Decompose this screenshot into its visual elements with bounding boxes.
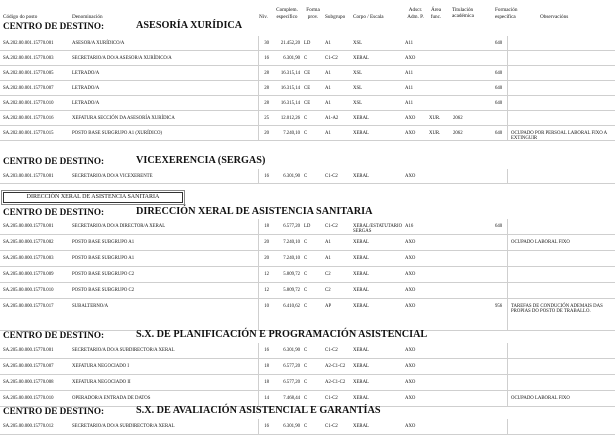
table-row xyxy=(0,235,615,251)
cell-code: SA.202.00.001.15770.016 xyxy=(3,116,54,121)
header-denominacion: Denominación xyxy=(72,14,103,20)
cell-forma: C xyxy=(304,131,308,136)
cell-subgrupo: C1-C2 xyxy=(325,224,338,229)
header-area-1: Área xyxy=(430,7,442,13)
header-forma-2: prov. xyxy=(307,14,319,20)
cell-nivel: 28 xyxy=(264,86,269,91)
cell-forma: C xyxy=(304,348,308,353)
header-complem-2: específico xyxy=(276,14,298,20)
header-nivel: Niv. xyxy=(259,14,268,20)
cell-subgrupo: A1 xyxy=(325,101,331,106)
cell-adscr: AXO xyxy=(405,116,416,121)
cell-complem: 6.301,90 xyxy=(283,174,300,179)
cell-adscr: AXO xyxy=(405,131,416,136)
cell-nivel: 16 xyxy=(264,174,269,179)
cell-code: SA.205.00.000.15770.017 xyxy=(3,304,54,309)
cell-adscr: AXO xyxy=(405,348,416,353)
cell-corpo: XSL xyxy=(353,101,363,106)
centro-destino-name: S.X. DE PLANIFICACIÓN E PROGRAMACIÓN ASISTENCIAL xyxy=(136,329,428,340)
cell-code: SA.202.00.001.15770.005 xyxy=(3,71,54,76)
cell-code: SA.205.00.000.15770.001 xyxy=(3,348,54,353)
cell-complem: 16.315,14 xyxy=(280,86,300,91)
cell-nivel: 20 xyxy=(264,240,269,245)
cell-complem: 7.468,44 xyxy=(283,396,300,401)
cell-code: SA.202.00.001.15770.007 xyxy=(3,86,54,91)
cell-forma: C xyxy=(304,288,308,293)
cell-nivel: 18 xyxy=(264,364,269,369)
cell-denominacion: XEFATURA NEGOCIADO I xyxy=(72,364,129,369)
cell-code: SA.202.00.001.15770.010 xyxy=(3,101,54,106)
cell-code: SA.205.00.000.15770.003 xyxy=(3,256,54,261)
cell-nivel: 16 xyxy=(264,348,269,353)
cell-complem: 6.577,20 xyxy=(283,380,300,385)
cell-code: SA.202.00.001.15770.003 xyxy=(3,56,54,61)
cell-subgrupo: A1 xyxy=(325,240,331,245)
header-formacion-1: Formación xyxy=(495,7,518,13)
cell-subgrupo: A1 xyxy=(325,71,331,76)
table-row xyxy=(0,169,615,184)
cell-subgrupo: A2-C1-C2 xyxy=(325,364,346,369)
header-forma-1: Forma xyxy=(306,7,320,13)
centro-destino-label: CENTRO DE DESTINO: xyxy=(3,207,105,217)
cell-denominacion: OPERADOR/A ENTRADA DE DATOS xyxy=(72,396,151,401)
cell-subgrupo: C1-C2 xyxy=(325,348,338,353)
cell-corpo: XERAL xyxy=(353,396,369,401)
cell-forma: LD xyxy=(304,224,311,229)
cell-titulacion: 2062 xyxy=(453,116,463,121)
cell-corpo: XERAL xyxy=(353,131,369,136)
cell-complem: 6.301,90 xyxy=(283,424,300,429)
cell-complem: 7.240,10 xyxy=(283,240,300,245)
table-row xyxy=(0,343,615,359)
cell-formacion: 956 xyxy=(495,304,503,309)
cell-subgrupo: A1 xyxy=(325,131,331,136)
cell-adscr: AXO xyxy=(405,396,416,401)
cell-corpo: XSL xyxy=(353,86,363,91)
cell-formacion: 640 xyxy=(495,101,503,106)
cell-subgrupo: A1 xyxy=(325,256,331,261)
cell-area: XUR. xyxy=(429,131,441,136)
cell-complem: 5.809,72 xyxy=(283,272,300,277)
table-row xyxy=(0,126,615,141)
cell-nivel: 14 xyxy=(264,396,269,401)
centro-destino-label: CENTRO DE DESTINO: xyxy=(3,330,105,340)
cell-subgrupo: A1 xyxy=(325,86,331,91)
cell-adscr: AXO xyxy=(405,364,416,369)
cell-titulacion: 2062 xyxy=(453,131,463,136)
cell-forma: C xyxy=(304,304,308,309)
header-area-2: func. xyxy=(430,14,442,20)
table-row xyxy=(0,283,615,299)
cell-code: SA.205.00.000.15770.010 xyxy=(3,288,54,293)
cell-nivel: 18 xyxy=(264,224,269,229)
cell-forma: CE xyxy=(304,101,311,106)
cell-complem: 6.577,20 xyxy=(283,364,300,369)
table-row xyxy=(0,81,615,96)
cell-complem: 7.240,10 xyxy=(283,256,300,261)
cell-nivel: 25 xyxy=(264,116,269,121)
section-header xyxy=(0,404,615,418)
cell-subgrupo: C1-C2 xyxy=(325,396,338,401)
section-banner: DIRECCIÓN XERAL DE ASISTENCIA SANITARIA xyxy=(3,192,183,203)
cell-formacion: 640 xyxy=(495,131,503,136)
cell-complem: 16.315,14 xyxy=(280,71,300,76)
cell-forma: CE xyxy=(304,71,311,76)
cell-denominacion: POSTO BASE SUBGRUPO A1 xyxy=(72,240,135,245)
centro-destino-name: S.X. DE AVALIACIÓN ASISTENCIAL E GARANTÍAS xyxy=(136,405,381,416)
cell-denominacion: SECRETARIO/A DO/A SUBDIRECTOR/A XERAL xyxy=(72,348,175,353)
header-codigo: Código do posto xyxy=(3,14,38,20)
cell-subgrupo: A1 xyxy=(325,41,331,46)
header-formacion-2: específica xyxy=(495,14,516,20)
centro-destino-label: CENTRO DE DESTINO: xyxy=(3,406,105,416)
cell-corpo: XERAL xyxy=(353,380,369,385)
cell-corpo: XERAL xyxy=(353,364,369,369)
cell-observacions: OCUPADO LABORAL FIXO xyxy=(511,396,570,401)
cell-nivel: 16 xyxy=(264,56,269,61)
table-row xyxy=(0,51,615,66)
cell-code: SA.205.00.000.15770.001 xyxy=(3,224,54,229)
cell-forma: C xyxy=(304,256,308,261)
cell-complem: 5.809,72 xyxy=(283,288,300,293)
cell-complem: 21.452,20 xyxy=(280,41,300,46)
cell-denominacion: SECRETARIO/A DO/A ASESOR/A XURÍDICO/A xyxy=(72,56,172,61)
cell-denominacion: XEFATURA NEGOCIADO II xyxy=(72,380,131,385)
cell-forma: C xyxy=(304,174,308,179)
cell-formacion: 640 xyxy=(495,41,503,46)
cell-subgrupo: A2-C1-C2 xyxy=(325,380,346,385)
table-row xyxy=(0,267,615,283)
cell-denominacion: XEFATURA SECCIÓN DA ASESORÍA XURÍDICA xyxy=(72,116,175,121)
cell-complem: 6.301,90 xyxy=(283,348,300,353)
table-row xyxy=(0,375,615,391)
centro-destino-name: ASESORÍA XURÍDICA xyxy=(136,20,243,31)
table-row xyxy=(0,66,615,81)
cell-formacion: 640 xyxy=(495,224,503,229)
cell-corpo: XSL xyxy=(353,41,363,46)
table-row xyxy=(0,251,615,267)
cell-code: SA.205.00.000.15770.012 xyxy=(3,424,54,429)
table-row xyxy=(0,36,615,51)
cell-forma: LD xyxy=(304,41,311,46)
table-row xyxy=(0,359,615,375)
cell-adscr: AXO xyxy=(405,304,416,309)
cell-denominacion: SECRETARIO/A DO/A DIRECTOR/A XERAL xyxy=(72,224,166,229)
table-row xyxy=(0,111,615,126)
cell-subgrupo: C2 xyxy=(325,272,331,277)
cell-corpo: XERAL xyxy=(353,272,369,277)
header-adscr-2: Adm. P. xyxy=(407,14,424,20)
header-corpo: Corpo / Escala xyxy=(353,14,384,20)
cell-code: SA.205.00.000.15770.010 xyxy=(3,396,54,401)
cell-denominacion: LETRADO/A xyxy=(72,101,100,106)
cell-denominacion: LETRADO/A xyxy=(72,86,100,91)
cell-complem: 7.240,10 xyxy=(283,131,300,136)
cell-denominacion: POSTO BASE SUBGRUPO C2 xyxy=(72,288,135,293)
cell-adscr: A11 xyxy=(405,86,414,91)
cell-adscr: AXO xyxy=(405,56,416,61)
cell-corpo: XERAL xyxy=(353,304,369,309)
cell-nivel: 12 xyxy=(264,272,269,277)
cell-subgrupo: C1-C2 xyxy=(325,56,338,61)
cell-code: SA.202.00.001.15770.015 xyxy=(3,131,54,136)
cell-forma: C xyxy=(304,364,308,369)
cell-nivel: 28 xyxy=(264,101,269,106)
cell-corpo: XERAL xyxy=(353,116,369,121)
cell-nivel: 28 xyxy=(264,71,269,76)
cell-observacions: TAREFAS DE CONDUCIÓN ADEMAIS DAS PROPIAS DO POSTO DE TRABALLO. xyxy=(511,304,603,315)
cell-nivel: 20 xyxy=(264,256,269,261)
cell-complem: 6.577,20 xyxy=(283,224,300,229)
cell-corpo: XERAL xyxy=(353,288,369,293)
cell-corpo: XERAL xyxy=(353,56,369,61)
cell-nivel: 10 xyxy=(264,304,269,309)
centro-destino-name: DIRECCIÓN XERAL DE ASISTENCIA SANITARIA xyxy=(136,206,373,217)
section-header xyxy=(0,154,615,168)
cell-nivel: 16 xyxy=(264,424,269,429)
header-subgrupo: Subgrupo xyxy=(325,14,346,20)
cell-corpo: XERAL/ESTATUTARIO SERGAS xyxy=(353,224,403,235)
cell-subgrupo: A1-A2 xyxy=(325,116,339,121)
cell-adscr: AXO xyxy=(405,272,416,277)
cell-adscr: AXO xyxy=(405,380,416,385)
cell-nivel: 20 xyxy=(264,131,269,136)
cell-forma: C xyxy=(304,116,308,121)
table-row xyxy=(0,96,615,111)
cell-denominacion: SUBALTERNO/A xyxy=(72,304,109,309)
cell-denominacion: POSTO BASE SUBGRUPO A1 xyxy=(72,256,135,261)
header-observacions: Observacións xyxy=(540,14,569,20)
cell-corpo: XERAL xyxy=(353,240,369,245)
cell-complem: 16.315,14 xyxy=(280,101,300,106)
cell-adscr: AXO xyxy=(405,424,416,429)
cell-code: SA.205.00.000.15770.007 xyxy=(3,364,54,369)
header-complem-1: Complem. xyxy=(276,7,298,13)
table-row xyxy=(0,419,615,435)
cell-denominacion: SECRETARIO/A DO/A VICEXERENTE xyxy=(72,174,153,179)
cell-denominacion: SECRETARIO/A DO/A SUBDIRECTOR/A XERAL xyxy=(72,424,175,429)
cell-nivel: 12 xyxy=(264,288,269,293)
cell-denominacion: ASESOR/A XURÍDICO/A xyxy=(72,41,125,46)
cell-denominacion: LETRADO/A xyxy=(72,71,100,76)
cell-code: SA.205.00.000.15770.008 xyxy=(3,380,54,385)
cell-complem: 12.012,26 xyxy=(280,116,300,121)
centro-destino-label: CENTRO DE DESTINO: xyxy=(3,21,105,31)
cell-subgrupo: C2 xyxy=(325,288,331,293)
cell-subgrupo: AP xyxy=(325,304,332,309)
cell-adscr: AXO xyxy=(405,240,416,245)
cell-corpo: XERAL xyxy=(353,348,369,353)
cell-denominacion: POSTO BASE SUBGRUPO A1 (XURÍDICO) xyxy=(72,131,162,136)
table-row xyxy=(0,299,615,331)
cell-subgrupo: C1-C2 xyxy=(325,424,338,429)
section-header xyxy=(0,19,615,33)
cell-formacion: 640 xyxy=(495,86,503,91)
cell-forma: C xyxy=(304,56,308,61)
cell-formacion: 640 xyxy=(495,71,503,76)
cell-code: SA.202.00.001.15770.001 xyxy=(3,41,54,46)
cell-forma: C xyxy=(304,380,308,385)
section-header xyxy=(0,328,615,342)
cell-adscr: A11 xyxy=(405,101,414,106)
table-row xyxy=(0,219,615,235)
cell-denominacion: POSTO BASE SUBGRUPO C2 xyxy=(72,272,135,277)
cell-observacions: OCUPADO LABORAL FIXO xyxy=(511,240,570,245)
cell-complem: 6.301,90 xyxy=(283,56,300,61)
cell-forma: C xyxy=(304,240,308,245)
centro-destino-label: CENTRO DE DESTINO: xyxy=(3,156,105,166)
cell-adscr: A11 xyxy=(405,71,414,76)
cell-area: XUR. xyxy=(429,116,441,121)
cell-complem: 6.410,62 xyxy=(283,304,300,309)
cell-forma: C xyxy=(304,272,308,277)
cell-corpo: XERAL xyxy=(353,424,369,429)
cell-corpo: XSL xyxy=(353,71,363,76)
cell-forma: C xyxy=(304,424,308,429)
cell-forma: CE xyxy=(304,86,311,91)
cell-adscr: A16 xyxy=(405,224,414,229)
cell-adscr: AXO xyxy=(405,256,416,261)
cell-code: SA.203.00.001.15770.001 xyxy=(3,174,54,179)
centro-destino-name: VICEXERENCIA (SERGAS) xyxy=(136,155,266,166)
header-titulacion: Titulación académica xyxy=(452,7,474,19)
cell-observacions: OCUPADO POR PERSOAL LABORAL FIXO A EXTINGUIR xyxy=(511,131,607,142)
section-header xyxy=(0,205,615,219)
cell-corpo: XERAL xyxy=(353,256,369,261)
cell-corpo: XERAL xyxy=(353,174,369,179)
cell-nivel: 18 xyxy=(264,380,269,385)
cell-adscr: A11 xyxy=(405,41,414,46)
cell-code: SA.205.00.000.15770.002 xyxy=(3,240,54,245)
cell-subgrupo: C1-C2 xyxy=(325,174,338,179)
cell-nivel: 30 xyxy=(264,41,269,46)
cell-adscr: AXO xyxy=(405,174,416,179)
cell-adscr: AXO xyxy=(405,288,416,293)
cell-code: SA.205.00.000.15770.009 xyxy=(3,272,54,277)
header-adscr-1: Adscr. xyxy=(408,7,423,13)
cell-forma: C xyxy=(304,396,308,401)
